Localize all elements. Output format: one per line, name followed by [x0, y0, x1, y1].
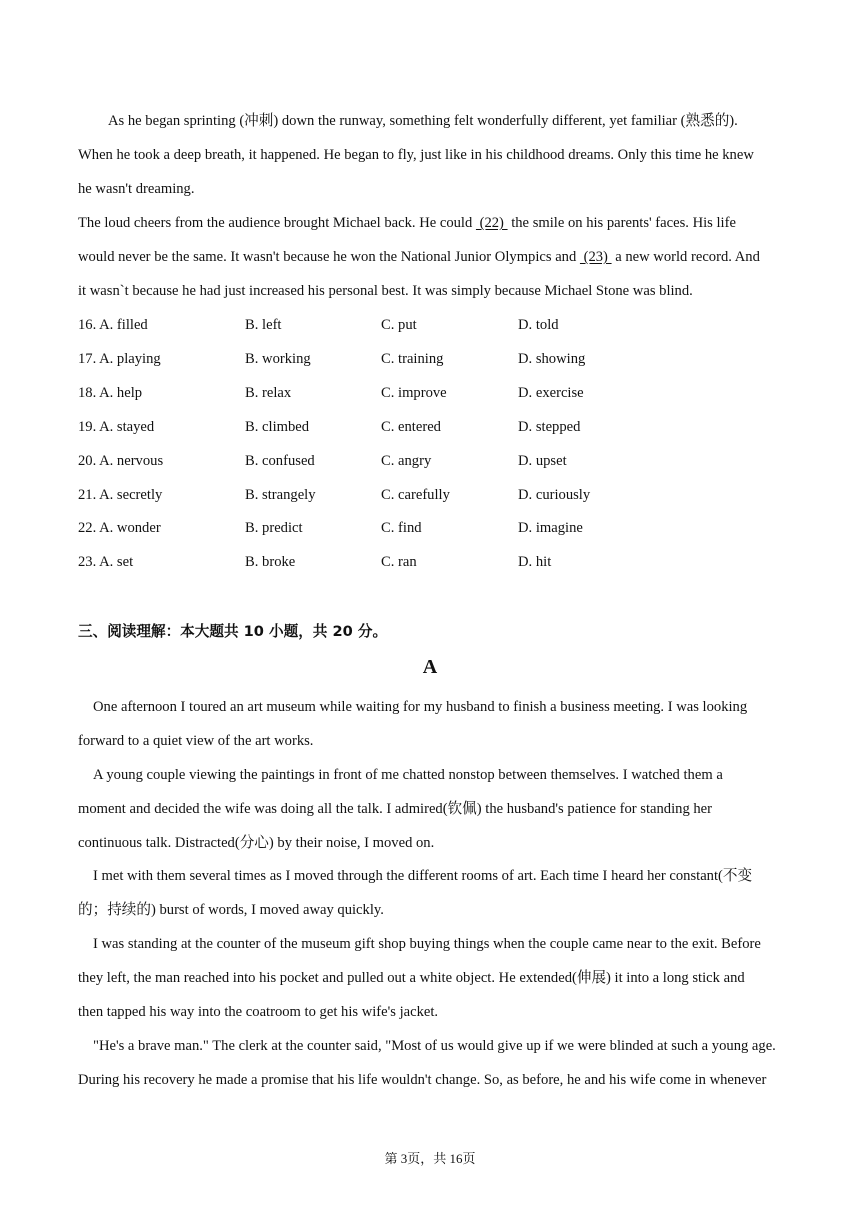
option-d: D. imagine	[518, 520, 583, 536]
option-a: 17. A. playing	[78, 351, 161, 367]
blank-22: (22)	[475, 215, 508, 231]
option-d: D. told	[518, 317, 559, 333]
option-a: 23. A. set	[78, 554, 134, 570]
option-b: B. relax	[245, 385, 292, 401]
option-a: 21. A. secretly	[78, 487, 163, 503]
option-d: D. showing	[518, 351, 586, 367]
option-b: B. predict	[245, 520, 303, 536]
passage-line: forward to a quiet view of the art works.	[78, 733, 314, 749]
blank-23: (23)	[579, 249, 612, 265]
option-b: B. working	[245, 351, 311, 367]
section-title: 三、阅读理解：本大题共 10 小题，共 20 分。	[78, 623, 388, 640]
option-d: D. exercise	[518, 385, 584, 401]
option-b: B. left	[245, 317, 282, 333]
option-c: C. improve	[381, 385, 447, 401]
option-c: C. carefully	[381, 487, 450, 503]
option-a: 19. A. stayed	[78, 419, 155, 435]
option-c: C. training	[381, 351, 444, 367]
story-text: The loud cheers from the audience brought Michael back. He could	[78, 215, 476, 231]
option-d: D. stepped	[518, 419, 581, 435]
passage-line: continuous talk. Distracted(分心) by their noise, I moved on.	[78, 835, 435, 851]
option-b: B. broke	[245, 554, 296, 570]
option-c: C. angry	[381, 453, 432, 469]
story-line-with-blank	[78, 248, 760, 266]
option-c: C. find	[381, 520, 422, 536]
passage-line: then tapped his way into the coatroom to get his wife's jacket.	[78, 1004, 439, 1020]
passage-label: A	[422, 656, 438, 678]
option-a: 16. A. filled	[78, 317, 148, 333]
option-d: D. hit	[518, 554, 552, 570]
passage-line: 的；持续的) burst of words, I moved away quickly.	[78, 902, 384, 918]
story-line: As he began sprinting (冲刺) down the runway, something felt wonderfully different, yet familiar (熟悉的).	[108, 113, 738, 129]
passage-line: One afternoon I toured an art museum while waiting for my husband to finish a business meeting. I was looking	[93, 699, 748, 715]
story-line: he wasn't dreaming.	[78, 181, 195, 197]
option-c: C. put	[381, 317, 417, 333]
passage-line: During his recovery he made a promise that his life wouldn't change. So, as before, he and his wife come in whenever	[78, 1072, 767, 1088]
option-c: C. ran	[381, 554, 417, 570]
passage-line: I met with them several times as I moved through the different rooms of art. Each time I heard her constant(不变	[93, 868, 753, 884]
story-line-with-blank	[78, 214, 736, 232]
story-text: a new world record. And	[611, 249, 760, 265]
story-text: would never be the same. It wasn't because he won the National Junior Olympics and	[78, 249, 580, 265]
option-a: 20. A. nervous	[78, 453, 164, 469]
passage-line: A young couple viewing the paintings in front of me chatted nonstop between themselves. I watched them a	[93, 767, 723, 783]
option-b: B. strangely	[245, 487, 316, 503]
story-line: When he took a deep breath, it happened. He began to fly, just like in his childhood dreams. Only this time he knew	[78, 147, 754, 163]
story-text: the smile on his parents' faces. His life	[507, 215, 736, 231]
option-a: 22. A. wonder	[78, 520, 161, 536]
option-d: D. upset	[518, 453, 567, 469]
option-a: 18. A. help	[78, 385, 143, 401]
passage-line: "He's a brave man." The clerk at the counter said, "Most of us would give up if we were blinded at such a young age.	[93, 1038, 776, 1054]
passage-line: I was standing at the counter of the museum gift shop buying things when the couple came near to the exit. Before	[93, 936, 761, 952]
option-b: B. climbed	[245, 419, 310, 435]
story-line: it wasn`t because he had just increased his personal best. It was simply because Michael Stone was blind.	[78, 283, 693, 299]
passage-line: they left, the man reached into his pocket and pulled out a white object. He extended(伸展) it into a long stick and	[78, 970, 745, 986]
option-d: D. curiously	[518, 487, 591, 503]
passage-line: moment and decided the wife was doing all the talk. I admired(钦佩) the husband's patience for standing her	[78, 801, 713, 817]
page-footer: 第 3页，共 16页	[384, 1151, 476, 1166]
option-c: C. entered	[381, 419, 441, 435]
option-b: B. confused	[245, 453, 315, 469]
